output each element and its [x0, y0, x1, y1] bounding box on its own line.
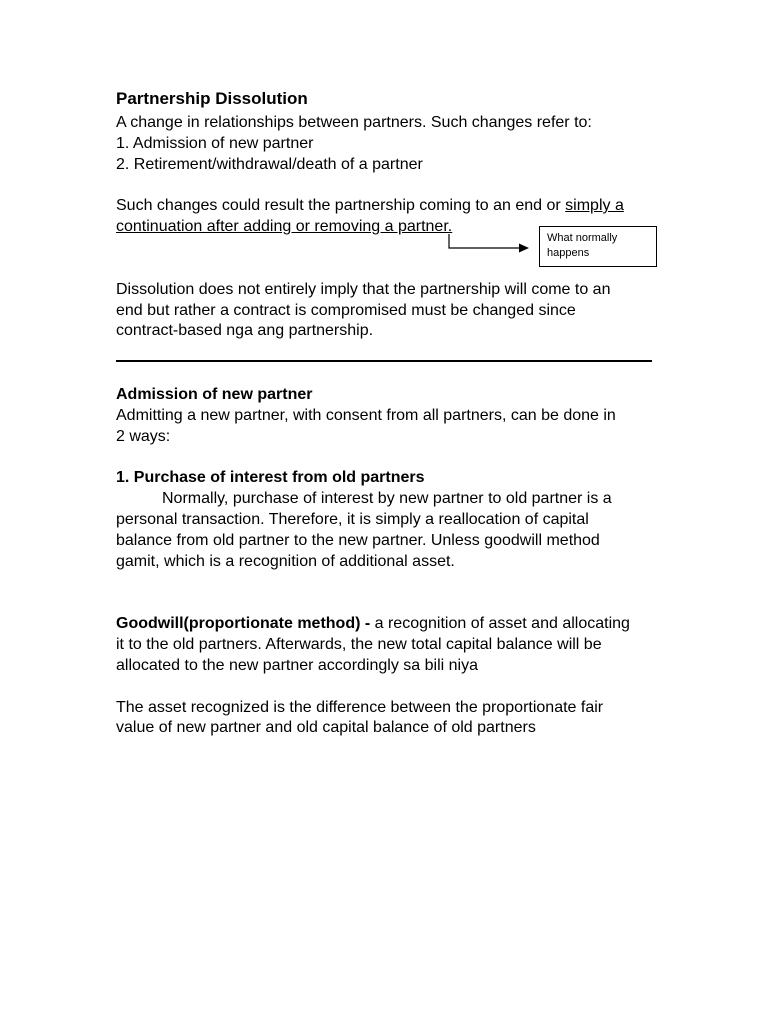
admission-line-2: 2 ways:	[116, 428, 171, 445]
list-item-retirement: 2. Retirement/withdrawal/death of a partner	[116, 156, 423, 173]
admission-line-1: Admitting a new partner, with consent from all partners, can be done in	[116, 407, 616, 424]
asset-line-2: value of new partner and old capital balance of old partners	[116, 719, 536, 736]
callout-arrowhead	[519, 244, 529, 253]
purchase-line-4: gamit, which is a recognition of additional asset.	[116, 553, 455, 570]
goodwill-line-2: it to the old partners. Afterwards, the new total capital balance will be	[116, 636, 602, 653]
goodwill-term: Goodwill(proportionate method) -	[116, 615, 371, 632]
purchase-line-1: Normally, purchase of interest by new partner to old partner is a	[162, 490, 612, 507]
callout-text-line-1: What normally	[547, 232, 618, 244]
callout-text-line-2: happens	[547, 247, 590, 259]
purchase-line-3: balance from old partner to the new partner. Unless goodwill method	[116, 532, 600, 549]
dissolution-note-line-3: contract-based nga ang partnership.	[116, 322, 374, 339]
page-title: Partnership Dissolution	[116, 89, 308, 108]
goodwill-definition: a recognition of asset and allocating	[370, 615, 630, 632]
callout-box	[539, 226, 657, 267]
purchase-heading: 1. Purchase of interest from old partners	[116, 469, 425, 486]
list-item-admission: 1. Admission of new partner	[116, 135, 314, 152]
goodwill-line-1	[116, 613, 656, 634]
purchase-line-2: personal transaction. Therefore, it is simply a reallocation of capital	[116, 511, 589, 528]
changes-plain-text: Such changes could result the partnership coming to an end or	[116, 197, 566, 214]
intro-line: A change in relationships between partners. Such changes refer to:	[116, 114, 592, 131]
changes-underlined-continuation: continuation after adding or removing a partner.	[116, 218, 453, 235]
goodwill-line-3: allocated to the new partner accordingly sa bili niya	[116, 657, 478, 674]
dissolution-note-line-2: end but rather a contract is compromised must be changed since	[116, 302, 576, 319]
dissolution-note-line-1: Dissolution does not entirely imply that the partnership will come to an	[116, 281, 611, 298]
changes-underlined-text: simply a	[565, 197, 624, 214]
section-divider	[116, 360, 652, 362]
admission-heading: Admission of new partner	[116, 386, 313, 403]
changes-line-1	[116, 195, 656, 216]
asset-line-1: The asset recognized is the difference between the proportionate fair	[116, 699, 604, 716]
